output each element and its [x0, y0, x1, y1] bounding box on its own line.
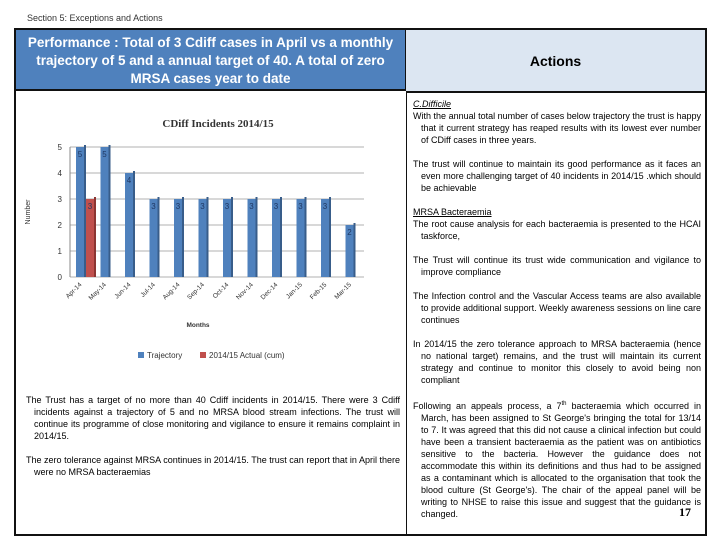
y-tick-label: 3	[57, 195, 62, 204]
performance-paragraph: The zero tolerance against MRSA continues in 2014/15. The trust can report that in April there were no MRSA bacteraemias	[26, 455, 400, 477]
page-number: 17	[679, 505, 691, 519]
bar-trajectory	[125, 173, 133, 277]
bar-side	[94, 197, 96, 277]
action-paragraph: The Infection control and the Vascular Access teams are also available to provide additional support. Weekly awareness sessions on line care continues	[413, 291, 701, 325]
action-paragraph: In 2014/15 the zero tolerance approach to MRSA bacteraemia (hence no national target) remains, and the trust will maintain its current strategy and continue to monitor this closely to avoid being non compliant	[413, 339, 701, 385]
data-label: 3	[249, 202, 254, 211]
appeal-text-rest: bacteraemia which occurred in March, has been assigned to St George's bringing the total for 13/14 to 7. It was agreed that this did not cause a clinical infection but could have been a transient bacteraemia as the patient was on antibiotics sensitive to the bacteria. However the guidance does not accommodate this within its definitions and thus had to be assigned as a contaminant which is allocated to the organisation that took the blood culture (St George's). The chair of the appeal panel will be writing to NHSE to raise this issue and suggest that the guidance is changed.	[421, 401, 701, 519]
action-paragraph: The Trust will continue its trust wide communication and vigilance to improve compliance	[413, 255, 701, 277]
x-tick-label: Dec-14	[259, 281, 280, 302]
bar-side	[329, 197, 331, 277]
bar-side	[158, 197, 160, 277]
legend-swatch	[200, 352, 206, 358]
performance-text	[26, 394, 400, 490]
bar-trajectory	[76, 147, 84, 277]
bar-side	[109, 145, 111, 277]
performance-header: Performance : Total of 3 Cdiff cases in April vs a monthly trajectory of 5 and a annual target of 40. A total of zero MRSA cases year to date	[16, 30, 406, 91]
x-tick-label: Apr-14	[64, 281, 84, 301]
bar-side	[256, 197, 258, 277]
action-paragraph: With the annual total number of cases below trajectory the trust is happy that it current strategy has reaped results with its lowest ever number of CDiff cases in three years.	[413, 111, 701, 145]
x-tick-label: Sep-14	[186, 281, 206, 302]
legend-label: Trajectory	[147, 351, 183, 360]
x-tick-label: May-14	[87, 281, 108, 302]
data-label: 5	[102, 150, 107, 159]
legend-swatch	[138, 352, 144, 358]
data-label: 3	[322, 202, 328, 211]
section-label: Section 5: Exceptions and Actions	[27, 13, 163, 23]
bar-side	[84, 145, 86, 277]
cdiff-chart	[18, 95, 403, 370]
x-tick-label: Jul-14	[139, 281, 157, 299]
legend-label: 2014/15 Actual (cum)	[209, 351, 285, 360]
exceptions-table	[14, 28, 707, 536]
data-label: 5	[77, 150, 83, 159]
y-tick-label: 0	[57, 273, 62, 282]
mrsa-heading: MRSA Bacteraemia	[413, 207, 492, 217]
data-label: 3	[273, 202, 279, 211]
bar-side	[133, 171, 135, 277]
data-label: 3	[151, 202, 156, 211]
x-tick-label: Oct-14	[211, 281, 231, 301]
action-paragraph: The root cause analysis for each bacteraemia is presented to the HCAI taskforce,	[413, 219, 701, 241]
appeal-paragraph	[413, 398, 701, 520]
x-tick-label: Aug-14	[161, 281, 182, 302]
x-tick-label: Feb-15	[308, 281, 329, 301]
data-label: 4	[126, 176, 132, 185]
bar-side	[305, 197, 307, 277]
actions-header: Actions	[406, 30, 705, 93]
data-label: 3	[298, 202, 303, 211]
y-tick-label: 1	[57, 247, 62, 256]
bar-side	[354, 223, 356, 277]
x-tick-label: Jun-14	[113, 281, 133, 301]
actions-text	[413, 98, 701, 532]
y-axis-label: Number	[25, 199, 32, 225]
bar-side	[280, 197, 282, 277]
bar-side	[207, 197, 209, 277]
x-tick-label: Jan-15	[284, 281, 304, 301]
data-label: 3	[87, 202, 93, 211]
x-tick-label: Mar-15	[333, 281, 353, 301]
data-label: 3	[200, 202, 205, 211]
data-label: 3	[175, 202, 181, 211]
x-tick-label: Nov-14	[235, 281, 255, 302]
action-paragraph: The trust will continue to maintain its good performance as it faces an even more challenging target of 40 incidents in 2014/15 .which should be achievable	[413, 159, 701, 193]
data-label: 2	[347, 228, 352, 237]
chart-title: CDiff Incidents 2014/15	[162, 118, 274, 130]
bar-side	[231, 197, 233, 277]
bar-trajectory	[101, 147, 109, 277]
y-tick-label: 5	[57, 143, 62, 152]
appeal-sup: th	[561, 401, 567, 407]
appeal-text: Following an appeals process, a 7	[413, 401, 562, 411]
y-tick-label: 2	[57, 221, 62, 230]
bar-side	[182, 197, 184, 277]
cdiff-heading: C.Difficile	[413, 99, 452, 109]
performance-paragraph: The Trust has a target of no more than 40 Cdiff incidents in 2014/15. There were 3 Cdiff incidents against a trajectory of 5 and no MRSA blood stream infections. The trust will continue its programme of close monitoring and vigilance to ensure it remains complaint in 2014/15.	[26, 395, 400, 441]
column-divider	[406, 91, 407, 534]
x-axis-label: Months	[186, 322, 210, 329]
y-tick-label: 4	[57, 169, 62, 178]
data-label: 3	[224, 202, 230, 211]
